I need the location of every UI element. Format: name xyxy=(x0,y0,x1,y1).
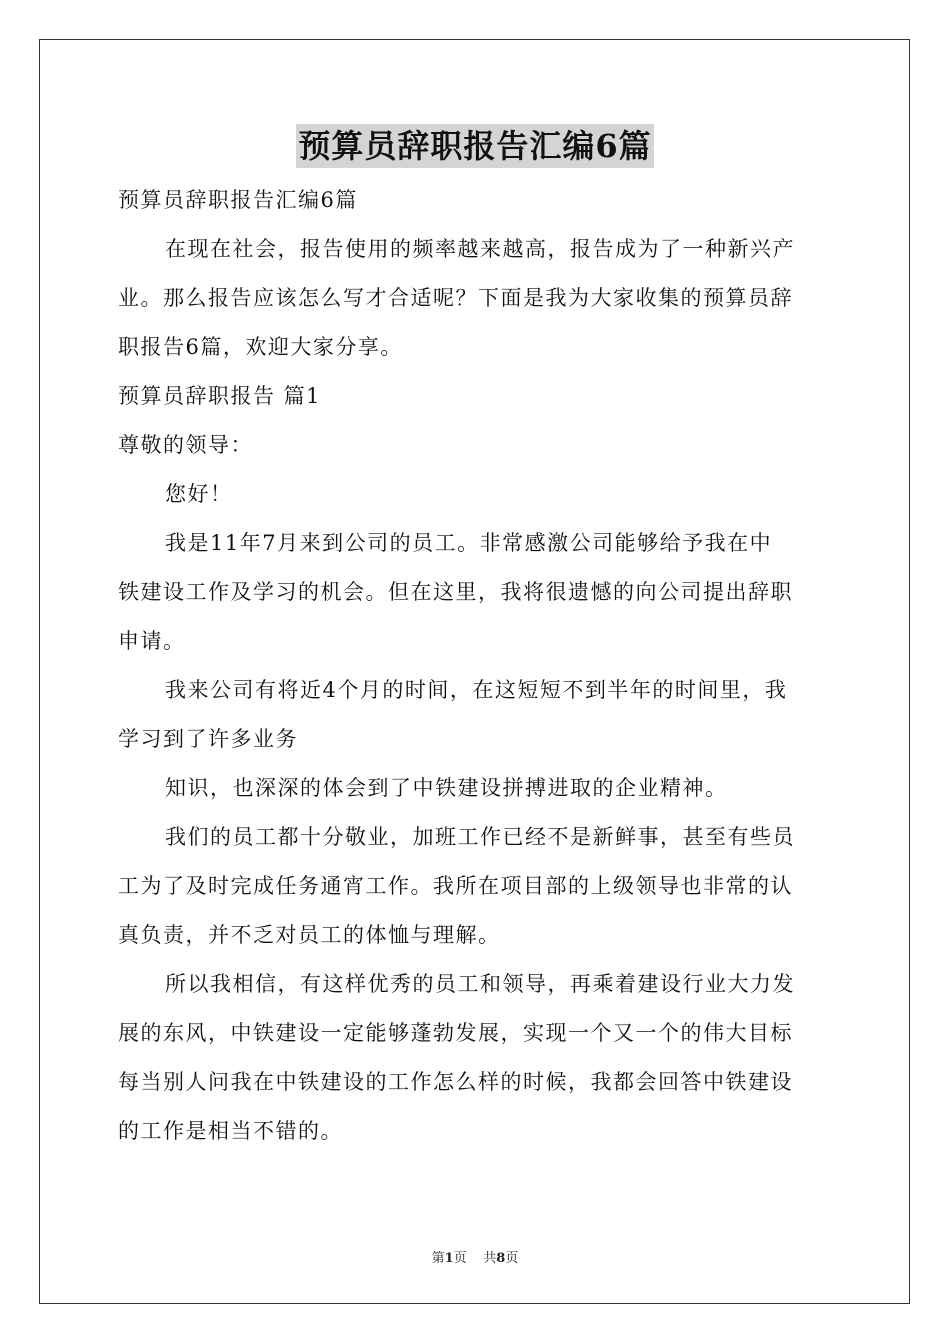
paragraph-line: 职报告6篇，欢迎大家分享。 xyxy=(118,335,403,359)
paragraph-line: 所以我相信，有这样优秀的员工和领导，再乘着建设行业大力发 xyxy=(165,972,795,996)
total-prefix: 共 xyxy=(483,1251,497,1266)
greeting: 您好！ xyxy=(165,482,233,506)
paragraph-line: 展的东风，中铁建设一定能够蓬勃发展，实现一个又一个的伟大目标 xyxy=(118,1021,793,1045)
paragraph-line: 真负责，并不乏对员工的体恤与理解。 xyxy=(118,923,501,947)
page-prefix: 第 xyxy=(431,1251,445,1266)
paragraph-line: 知识，也深深的体会到了中铁建设拼搏进取的企业精神。 xyxy=(165,776,728,800)
paragraph-line: 我来公司有将近4个月的时间，在这短短不到半年的时间里，我 xyxy=(165,678,788,702)
document-body xyxy=(118,176,834,1156)
subtitle-line: 预算员辞职报告汇编6篇 xyxy=(118,188,358,212)
paragraph-line: 我们的员工都十分敬业，加班工作已经不是新鲜事，甚至有些员 xyxy=(165,825,795,849)
paragraph-line: 我是11年7月来到公司的员工。非常感激公司能够给予我在中 xyxy=(165,531,773,555)
paragraph-line: 学习到了许多业务 xyxy=(118,727,298,751)
page-current: 1 xyxy=(444,1251,454,1266)
page-total: 8 xyxy=(496,1251,506,1266)
salutation: 尊敬的领导： xyxy=(118,433,253,457)
title-container xyxy=(0,124,950,168)
page-footer xyxy=(0,1247,950,1266)
paragraph-line: 的工作是相当不错的。 xyxy=(118,1119,343,1143)
paragraph-line: 工为了及时完成任务通宵工作。我所在项目部的上级领导也非常的认 xyxy=(118,874,793,898)
page-suffix: 页 xyxy=(453,1251,467,1266)
total-suffix: 页 xyxy=(505,1251,519,1266)
paragraph-line: 业。那么报告应该怎么写才合适呢？下面是我为大家收集的预算员辞 xyxy=(118,286,793,310)
paragraph-line: 铁建设工作及学习的机会。但在这里，我将很遗憾的向公司提出辞职 xyxy=(118,580,793,604)
paragraph-line: 每当别人问我在中铁建设的工作怎么样的时候，我都会回答中铁建设 xyxy=(118,1070,793,1094)
paragraph-line: 申请。 xyxy=(118,629,186,653)
document-title: 预算员辞职报告汇编6篇 xyxy=(296,124,653,168)
paragraph-line: 在现在社会，报告使用的频率越来越高，报告成为了一种新兴产 xyxy=(165,237,795,261)
section-heading: 预算员辞职报告 篇1 xyxy=(118,384,322,408)
